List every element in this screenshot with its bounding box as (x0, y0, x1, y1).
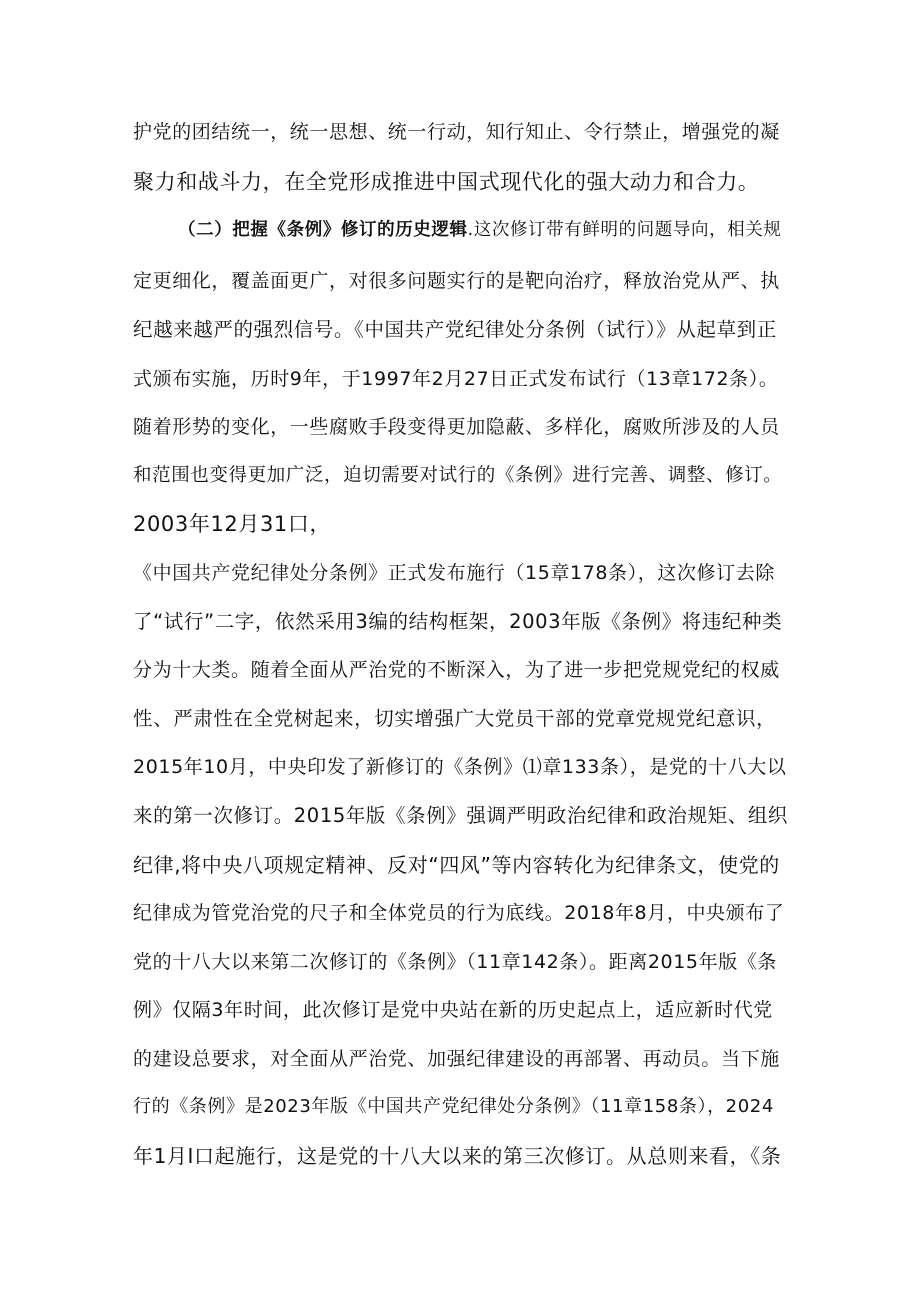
paragraph-2-line-9: 了“试行”二字，依然采用3编的结构框架，2003年版《条例》将违纪种类 (133, 610, 783, 633)
paragraph-2-line-16: 党的十八大以来第二次修订的《条例》（11章142条）。距离2015年版《条 (133, 951, 777, 973)
paragraph-2-line-2: 定更细化，覆盖面更广，对很多问题实行的是靶向治疗，释放治党从严、执 (133, 270, 780, 292)
paragraph-2-line-3: 纪越来越严的强烈信号。《中国共产党纪律处分条例（试行）》从起草到正 (133, 318, 777, 341)
paragraph-2-line-12: 2015年10月，中央印发了新修订的《条例》⑴章133条），是党的十八大以 (133, 756, 787, 778)
paragraph-2-line-7: 2003年12月31口， (133, 512, 332, 536)
paragraph-2-line-1 (178, 215, 781, 245)
paragraph-1-line-1: 护党的团结统一，统一思想、统一行动，知行知止、令行禁止，增强党的凝 (133, 121, 780, 143)
paragraph-2-line-18: 的建设总要求，对全面从严治党、加强纪律建设的再部署、再动员。当下施 (133, 1048, 780, 1070)
paragraph-2-line-8: 《中国共产党纪律处分条例》正式发布施行（15章178条），这次修订去除 (133, 562, 775, 584)
paragraph-2-line-14: 纪律,将中央八项规定精神、反对“四风”等内容转化为纪律条文，使党的 (133, 853, 780, 877)
paragraph-2-line-19: 行的《条例》是2023年版《中国共产党纪律处分条例》（11章158条），2024 (133, 1096, 774, 1117)
paragraph-2-line-17: 例》仅隔3年时间，此次修订是党中央站在新的历史起点上，适应新时代党 (133, 999, 773, 1021)
paragraph-2-line-11: 性、严肃性在全党树起来，切实增强广大党员干部的党章党规党纪意识， (133, 707, 777, 730)
section-heading: （二）把握《条例》修订的历史逻辑 (178, 220, 468, 240)
paragraph-2-line-15: 纪律成为管党治党的尺子和全体党员的行为底线。2018年8月，中央颁布了 (133, 902, 785, 924)
paragraph-2-line-4: 式颁布实施，历时9年，于1997年2月27日正式发布试行（13章172条）。 (133, 368, 779, 390)
paragraph-2-line-10: 分为十大类。随着全面从严治党的不断深入，为了进一步把党规党纪的权威 (133, 659, 780, 681)
paragraph-2-line-6: 和范围也变得更加广泛，迫切需要对试行的《条例》进行完善、调整、修订。 (133, 465, 783, 486)
paragraph-2-line-5: 随着形势的变化，一些腐败手段变得更加隐蔽、多样化，腐败所涉及的人员 (133, 416, 780, 438)
paragraph-2-line-13: 来的第一次修订。2015年版《条例》强调严明政治纪律和政治规矩、组织 (133, 804, 789, 827)
paragraph-2-line-1-rest: .这次修订带有鲜明的问题导向，相关规 (467, 220, 782, 240)
paragraph-1-line-2: 聚力和战斗力，在全党形成推进中国式现代化的强大动力和合力。 (133, 170, 760, 194)
paragraph-2-line-20: 年1月I口起施行，这是党的十八大以来的第三次修订。从总则来看，《条 (133, 1144, 782, 1168)
